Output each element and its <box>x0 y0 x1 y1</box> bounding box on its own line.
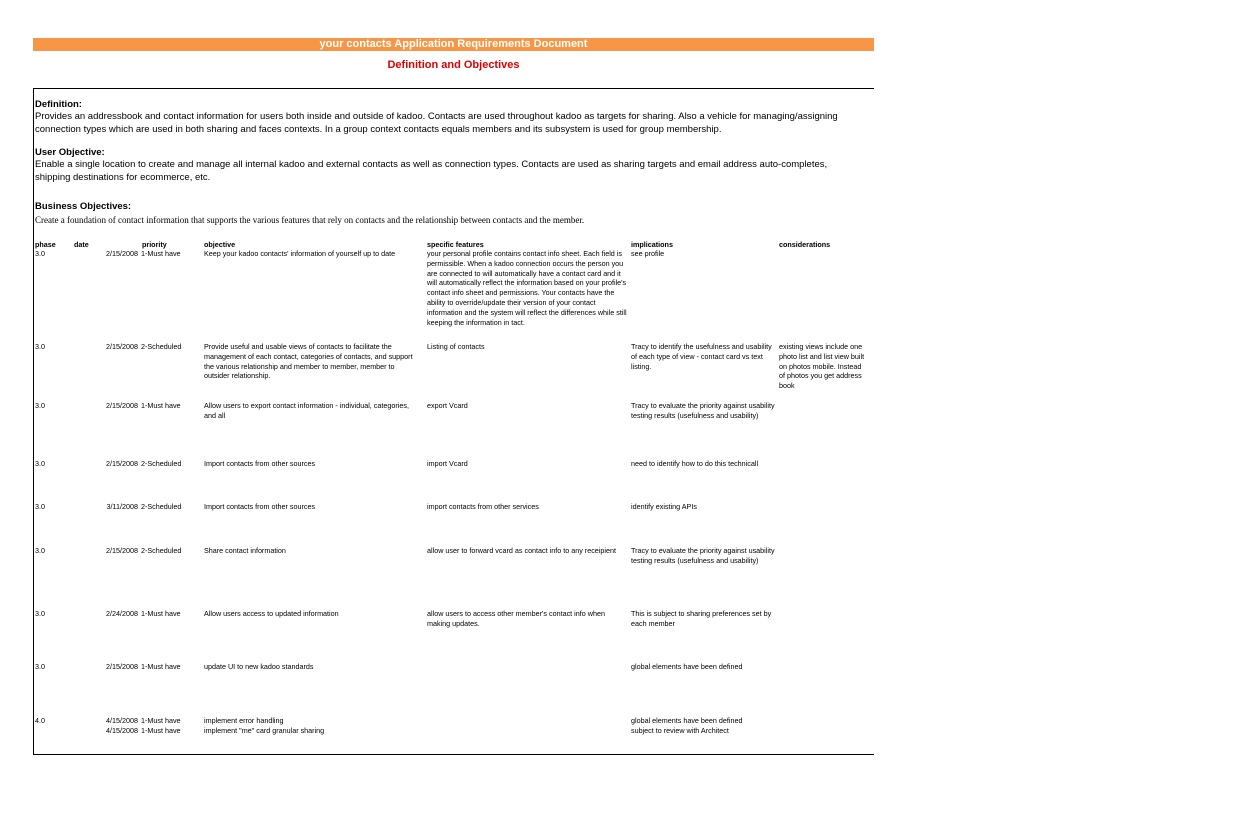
cell-objective: Allow users access to updated information <box>204 609 339 618</box>
cell-date: 2/15/2008 <box>106 342 138 351</box>
cell-priority: 2-Scheduled <box>141 342 182 351</box>
cell-specific-features: import Vcard <box>427 459 468 468</box>
user-objective-text: Enable a single location to create and manage all internal kadoo and external contacts as well as connection types. Contacts are used as sharing targets and email address auto-completes, shipping destinations for ecommerce, etc. <box>35 159 828 183</box>
cell-considerations: existing views include one photo list and list view built on photos mobile. Instead of photos you get address book <box>779 342 865 391</box>
cell-implications: Tracy to evaluate the priority against usability testing results (usefulness and usability) <box>631 546 775 565</box>
cell-specific-features: Listing of contacts <box>427 342 485 351</box>
cell-specific-features: allow users to access other member's contact info when making updates. <box>427 609 605 628</box>
cell-phase: 3.0 <box>35 546 45 555</box>
cell-implications: This is subject to sharing preferences set by each member <box>631 609 772 628</box>
cell-objective: Provide useful and usable views of contacts to facilitate the management of each contact, categories of contacts, and support the various relationship and member to member, member to outsider relationship. <box>204 342 413 381</box>
business-objectives-text: Create a foundation of contact information that supports the various features that rely on contacts and the relationship between contacts and the member. <box>35 215 585 225</box>
cell-implications: identify existing APIs <box>631 502 697 511</box>
cell-implications: subject to review with Architect <box>631 726 729 735</box>
content-frame <box>33 88 874 755</box>
cell-date: 2/15/2008 <box>106 249 138 258</box>
cell-date: 2/24/2008 <box>106 609 138 618</box>
definition-text: Provides an addressbook and contact information for users both inside and outside of kadoo. Contacts are used throughout kadoo as targets for sharing. Also a vehicle for managing/assigning connection types which are used in both sharing and faces contexts. In a group context contacts equals members and its subsystem is used for group membership. <box>35 111 838 135</box>
cell-implications: Tracy to identify the usefulness and usability of each type of view - contact card vs text listing. <box>631 342 772 371</box>
column-header-priority: priority <box>142 240 167 249</box>
cell-phase: 3.0 <box>35 502 45 511</box>
cell-implications: see profile <box>631 249 665 258</box>
cell-objective: Import contacts from other sources <box>204 502 316 511</box>
cell-phase: 3.0 <box>35 459 45 468</box>
cell-date: 2/15/2008 <box>106 401 138 410</box>
business-objectives-heading: Business Objectives: <box>35 201 132 212</box>
cell-date: 2/15/2008 <box>106 459 138 468</box>
cell-objective: implement error handling <box>204 716 284 725</box>
cell-objective: Keep your kadoo contacts' information of yourself up to date <box>204 249 396 258</box>
cell-priority: 1-Must have <box>141 716 181 725</box>
cell-date: 3/11/2008 <box>106 502 138 511</box>
column-header-objective: objective <box>204 240 236 249</box>
cell-priority: 2-Scheduled <box>141 546 182 555</box>
cell-priority: 1-Must have <box>141 609 181 618</box>
cell-objective: Import contacts from other sources <box>204 459 316 468</box>
column-header-date: date <box>74 240 89 249</box>
cell-objective: implement "me" card granular sharing <box>204 726 325 735</box>
cell-specific-features: export Vcard <box>427 401 468 410</box>
cell-priority: 1-Must have <box>141 662 181 671</box>
cell-phase: 3.0 <box>35 401 45 410</box>
cell-phase: 3.0 <box>35 249 45 258</box>
cell-specific-features: allow user to forward vcard as contact info to any receipient <box>427 546 616 555</box>
cell-implications: global elements have been defined <box>631 662 743 671</box>
cell-specific-features: import contacts from other services <box>427 502 539 511</box>
document-banner: your contacts Application Requirements Document <box>33 38 874 51</box>
cell-date: 2/15/2008 <box>106 546 138 555</box>
user-objective-heading: User Objective: <box>35 147 105 158</box>
cell-priority: 1-Must have <box>141 726 181 735</box>
column-header-considerations: considerations <box>779 240 831 249</box>
cell-phase: 3.0 <box>35 609 45 618</box>
definition-heading: Definition: <box>35 99 82 110</box>
cell-objective: update UI to new kadoo standards <box>204 662 314 671</box>
cell-date: 4/15/2008 <box>106 726 138 735</box>
cell-phase: 3.0 <box>35 662 45 671</box>
cell-objective: Share contact information <box>204 546 286 555</box>
cell-priority: 1-Must have <box>141 401 181 410</box>
cell-phase: 4.0 <box>35 716 45 725</box>
cell-date: 2/15/2008 <box>106 662 138 671</box>
cell-date: 4/15/2008 <box>106 716 138 725</box>
column-header-implications: implications <box>631 240 673 249</box>
column-header-phase: phase <box>35 240 56 249</box>
cell-priority: 1-Must have <box>141 249 181 258</box>
cell-implications: global elements have been defined <box>631 716 743 725</box>
cell-priority: 2-Scheduled <box>141 459 182 468</box>
cell-priority: 2-Scheduled <box>141 502 182 511</box>
cell-phase: 3.0 <box>35 342 45 351</box>
cell-implications: Tracy to evaluate the priority against usability testing results (usefulness and usability) <box>631 401 775 420</box>
cell-specific-features: your personal profile contains contact info sheet. Each field is permissible. When a kadoo connection occurs the person you are connected to will automatically have a contact card and it will automatically reflect the information based on your profile's contact info sheet and permissions. Your contacts have the ability to override/update their version of your contact information and the system will reflect the differences while still keeping the information in tact. <box>427 249 627 327</box>
cell-implications: need to identify how to do this technicall <box>631 459 759 468</box>
section-subtitle: Definition and Objectives <box>387 59 520 71</box>
column-header-specific-features: specific features <box>427 240 484 249</box>
cell-objective: Allow users to export contact information - individual, categories, and all <box>204 401 409 420</box>
